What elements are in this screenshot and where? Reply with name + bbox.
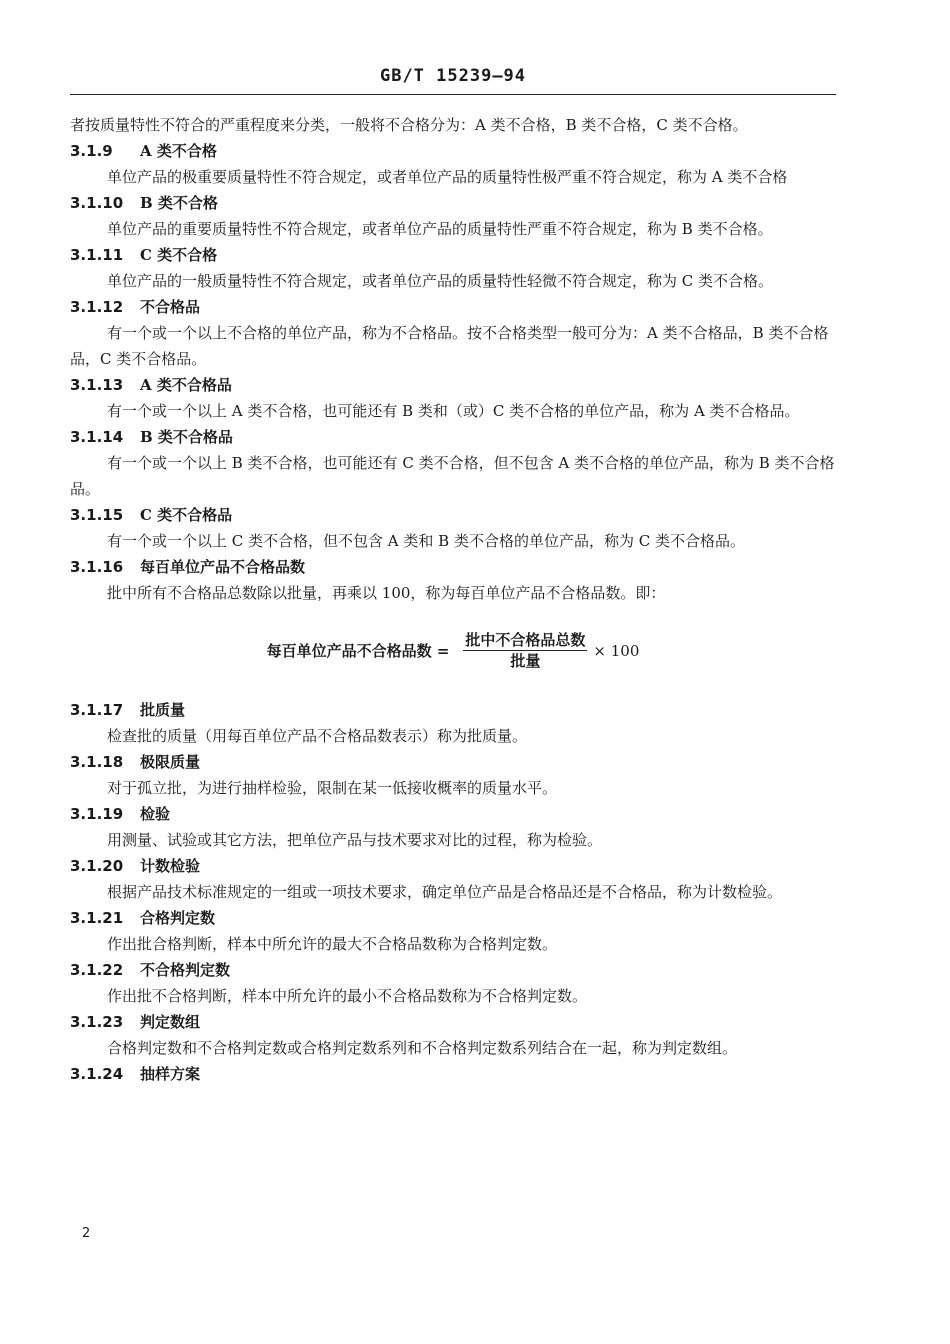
page-number: 2 (82, 1226, 91, 1241)
section-title: 判定数组 (140, 1013, 201, 1031)
formula-fraction (463, 630, 587, 671)
section-title: 每百单位产品不合格品数 (140, 558, 306, 576)
intro-line: 者按质量特性不符合的严重程度来分类，一般将不合格分为：A 类不合格，B 类不合格，C 类不合格。 (70, 116, 748, 134)
section-number: 3.1.10 (70, 194, 124, 212)
section-heading (70, 138, 836, 164)
section-body: 批中所有不合格品总数除以批量，再乘以 100，称为每百单位产品不合格品数。即： (107, 584, 666, 602)
section-body: 有一个或一个以上 A 类不合格，也可能还有 B 类和（或）C 类不合格的单位产品，称为 A 类不合格品。 (107, 402, 800, 420)
document-body (70, 112, 836, 1087)
section-number: 3.1.19 (70, 805, 124, 823)
section-title: 极限质量 (140, 753, 201, 771)
section-heading (70, 242, 836, 268)
section-number: 3.1.23 (70, 1013, 124, 1031)
section-heading (70, 502, 836, 528)
section-title: B 类不合格品 (140, 428, 233, 446)
section-number: 3.1.21 (70, 909, 124, 927)
section-heading (70, 424, 836, 450)
section-title: 计数检验 (140, 857, 201, 875)
section-body: 有一个或一个以上不合格的单位产品，称为不合格品。按不合格类型一般可分为：A 类不合格品，B 类不合格品，C 类不合格品。 (70, 324, 829, 368)
section-body: 对于孤立批，为进行抽样检验，限制在某一低接收概率的质量水平。 (107, 779, 558, 797)
document-header: GB/T 15239—94 (379, 66, 527, 86)
section-heading (70, 372, 836, 398)
section-title: 不合格品 (140, 298, 201, 316)
section-heading (70, 1061, 836, 1087)
section-heading (70, 294, 836, 320)
section-number: 3.1.9 (70, 142, 113, 160)
section-body: 有一个或一个以上 B 类不合格，也可能还有 C 类不合格，但不包含 A 类不合格的单位产品，称为 B 类不合格品。 (70, 454, 835, 498)
section-body: 作出批合格判断，样本中所允许的最大不合格品数称为合格判定数。 (107, 935, 558, 953)
section-number: 3.1.15 (70, 506, 124, 524)
section-number: 3.1.11 (70, 246, 124, 264)
section-number: 3.1.13 (70, 376, 124, 394)
section-title: A 类不合格品 (140, 376, 232, 394)
formula-denominator: 批量 (510, 652, 541, 670)
section-body: 单位产品的重要质量特性不符合规定，或者单位产品的质量特性严重不符合规定，称为 B 类不合格。 (107, 220, 773, 238)
section-number: 3.1.20 (70, 857, 124, 875)
section-heading (70, 853, 836, 879)
section-title: 不合格判定数 (140, 961, 231, 979)
header-rule (70, 94, 836, 95)
section-body: 作出批不合格判断，样本中所允许的最小不合格品数称为不合格判定数。 (107, 987, 588, 1005)
formula-numerator: 批中不合格品总数 (465, 631, 586, 649)
section-heading (70, 190, 836, 216)
section-number: 3.1.14 (70, 428, 124, 446)
section-body: 检查批的质量（用每百单位产品不合格品数表示）称为批质量。 (107, 727, 528, 745)
section-title: C 类不合格品 (140, 506, 233, 524)
section-body: 根据产品技术标准规定的一组或一项技术要求，确定单位产品是合格品还是不合格品，称为计数检验。 (107, 883, 783, 901)
section-heading (70, 905, 836, 931)
section-number: 3.1.18 (70, 753, 124, 771)
section-heading (70, 749, 836, 775)
section-title: 批质量 (140, 701, 186, 719)
section-number: 3.1.16 (70, 558, 124, 576)
section-heading (70, 957, 836, 983)
section-heading (70, 554, 836, 580)
section-number: 3.1.17 (70, 701, 124, 719)
formula (70, 630, 836, 671)
section-heading (70, 1009, 836, 1035)
section-body: 用测量、试验或其它方法，把单位产品与技术要求对比的过程，称为检验。 (107, 831, 603, 849)
section-body: 单位产品的极重要质量特性不符合规定，或者单位产品的质量特性极严重不符合规定，称为 A 类不合格 (107, 168, 788, 186)
section-heading (70, 697, 836, 723)
section-heading (70, 801, 836, 827)
section-body: 有一个或一个以上 C 类不合格，但不包含 A 类和 B 类不合格的单位产品，称为 C 类不合格品。 (107, 532, 745, 550)
formula-multiplier: × 100 (593, 641, 640, 660)
formula-lhs: 每百单位产品不合格品数 = (266, 641, 450, 660)
section-number: 3.1.24 (70, 1065, 124, 1083)
section-title: B 类不合格 (140, 194, 218, 212)
section-title: 检验 (140, 805, 171, 823)
section-title: A 类不合格 (140, 142, 217, 160)
section-title: 抽样方案 (140, 1065, 201, 1083)
section-title: C 类不合格 (140, 246, 218, 264)
section-number: 3.1.12 (70, 298, 124, 316)
section-title: 合格判定数 (140, 909, 216, 927)
section-number: 3.1.22 (70, 961, 124, 979)
section-body: 单位产品的一般质量特性不符合规定，或者单位产品的质量特性轻微不符合规定，称为 C 类不合格。 (107, 272, 774, 290)
section-body: 合格判定数和不合格判定数或合格判定数系列和不合格判定数系列结合在一起，称为判定数组。 (107, 1039, 738, 1057)
